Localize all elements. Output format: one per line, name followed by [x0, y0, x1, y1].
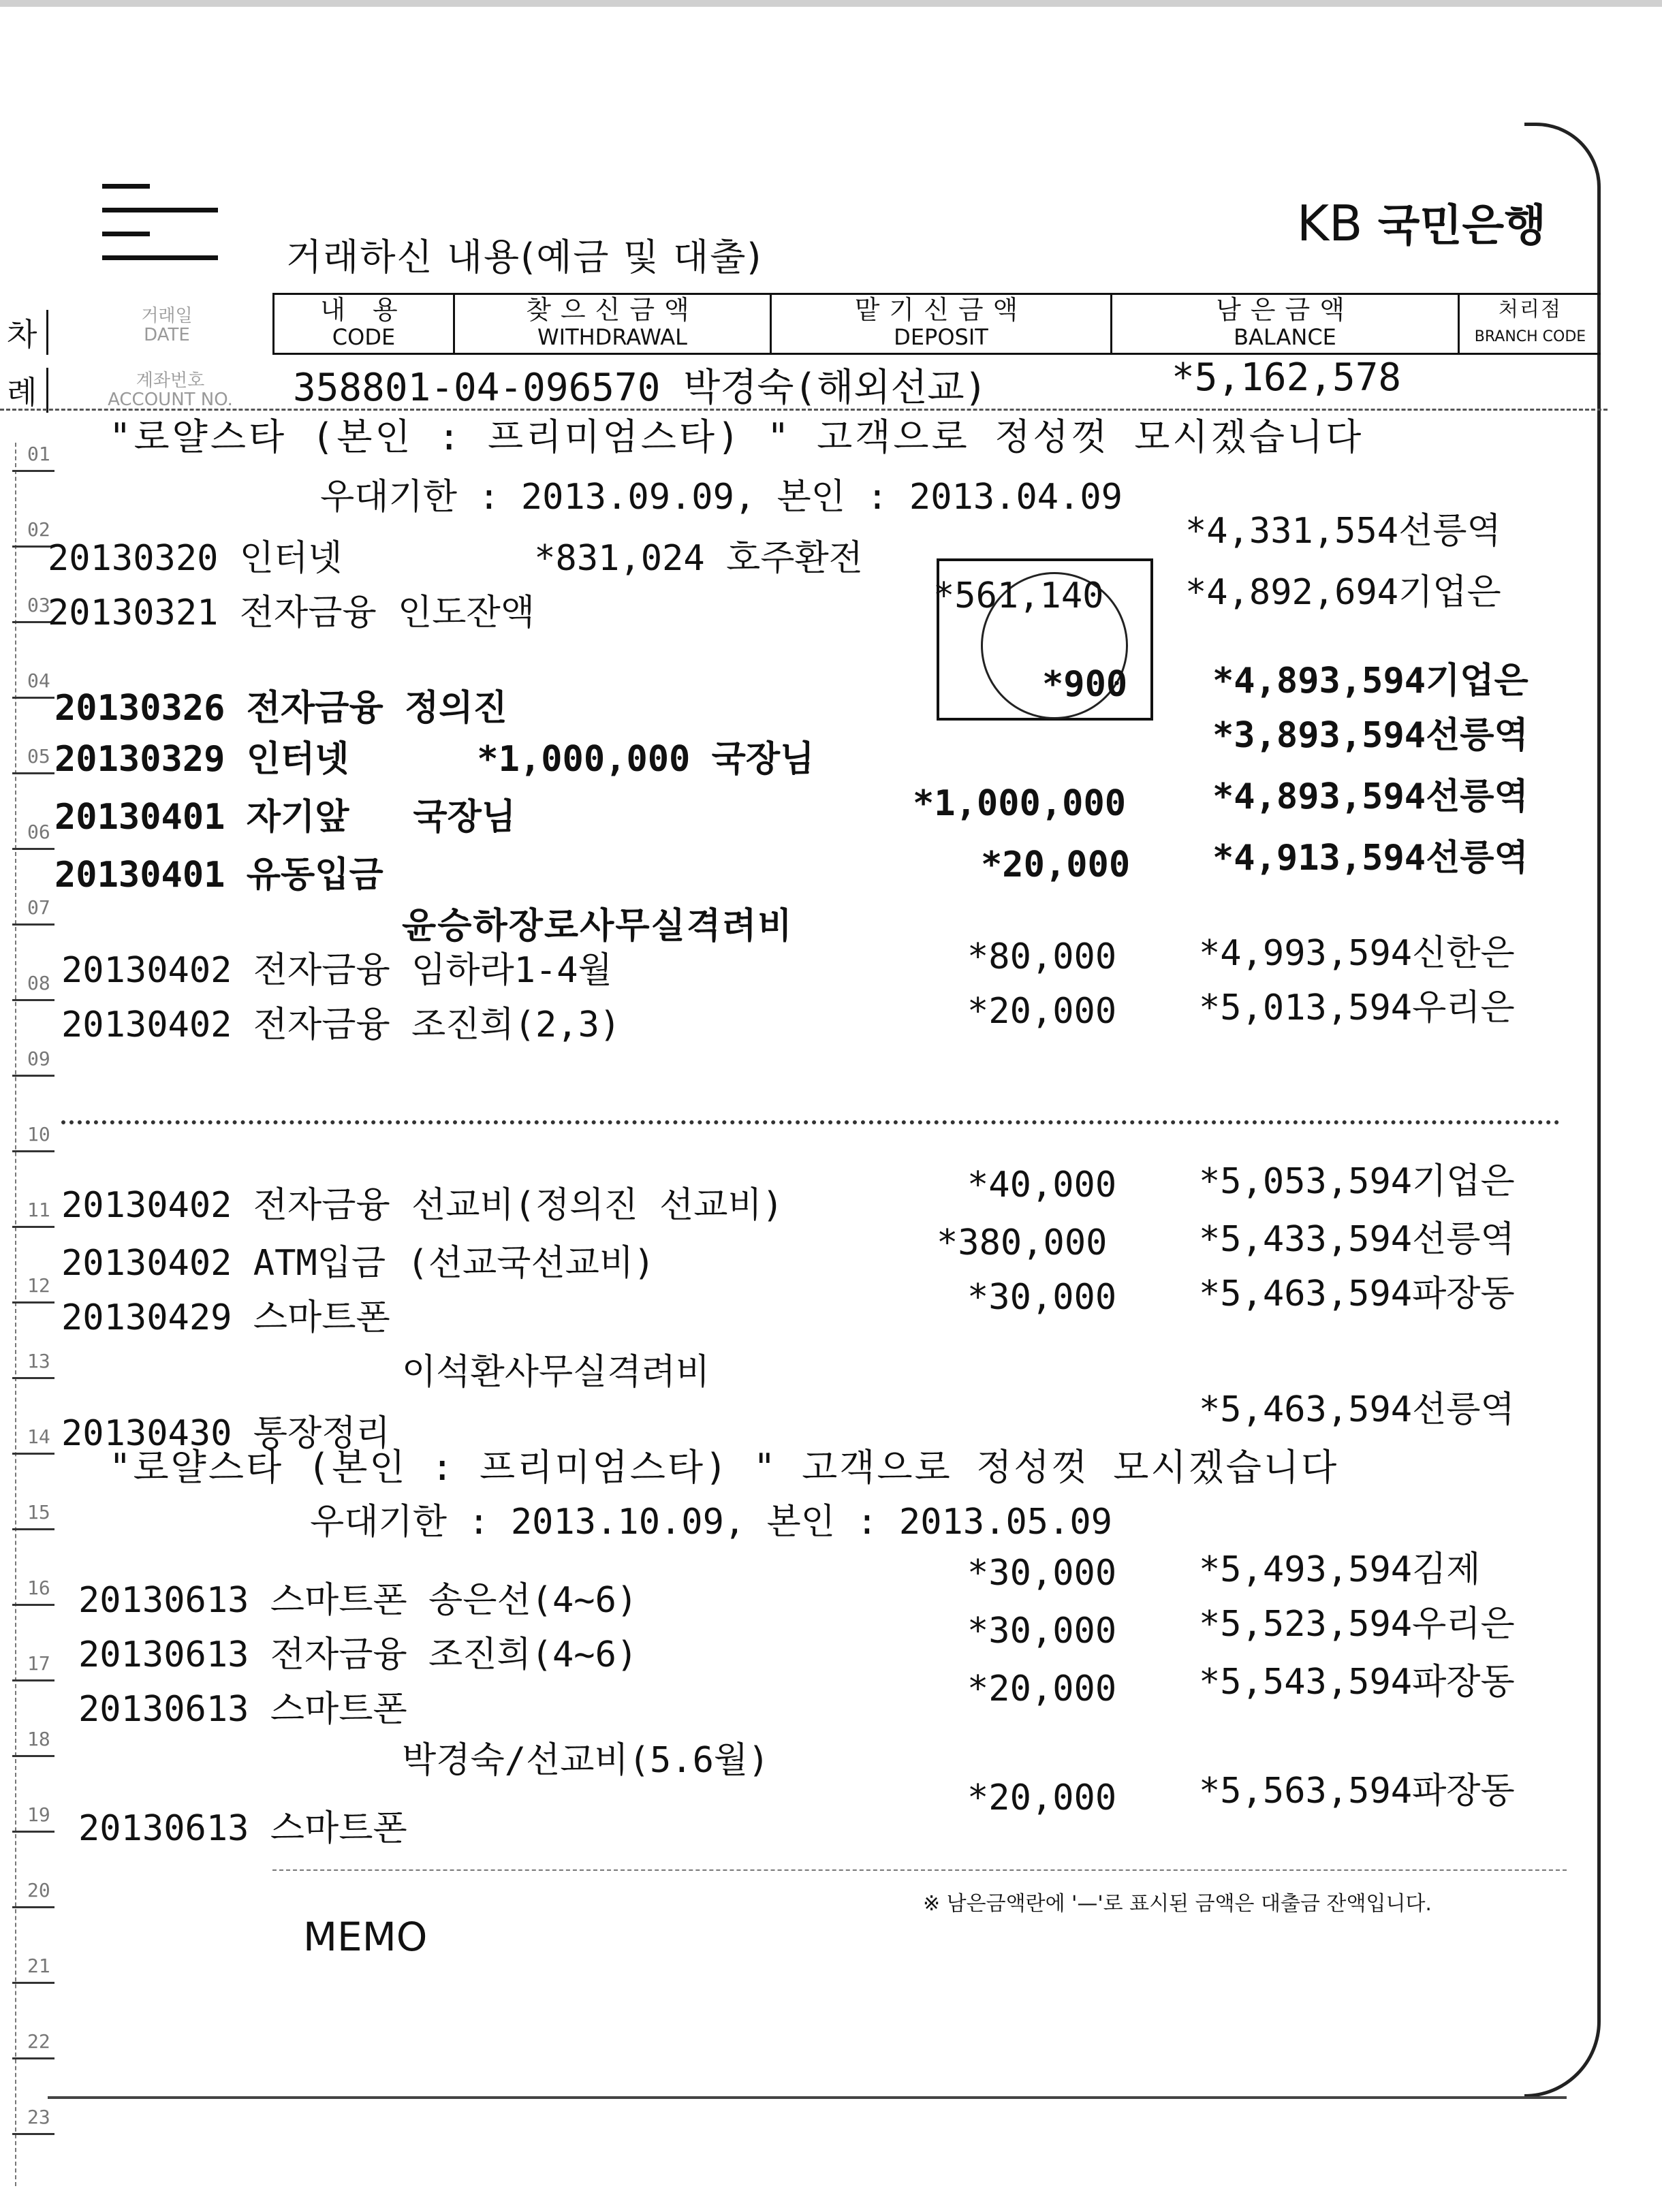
page-border-right [1524, 123, 1601, 2098]
line-number: 11 [27, 1199, 50, 1221]
line-number: 18 [27, 1728, 50, 1750]
account-divider [0, 409, 1608, 411]
txn-deposit: *40,000 [967, 1165, 1117, 1205]
txn-balance: *4,913,594선릉역 [1212, 838, 1528, 879]
txn-balance: *4,893,594기업은 [1212, 661, 1528, 701]
txn-balance: *5,013,594우리은 [1199, 988, 1515, 1028]
col-code: 내 용 CODE [272, 295, 453, 353]
line-tick [12, 1755, 54, 1757]
line-number: 06 [27, 821, 50, 843]
txn-deposit: *30,000 [967, 1611, 1117, 1652]
txn-deposit: *1,000,000 [913, 783, 1127, 824]
side-label-cha: 차 [7, 310, 48, 355]
footer-note: ※ 남은금액란에 '—'로 표시된 금액은 대출금 잔액입니다. [923, 1892, 1432, 1916]
txn-deposit: *20,000 [967, 1778, 1117, 1818]
line-tick [12, 1453, 54, 1455]
line-tick [12, 2133, 54, 2135]
line-tick [12, 2057, 54, 2059]
txn-deposit: *20,000 [967, 1669, 1117, 1709]
txn-deposit: *380,000 [937, 1222, 1108, 1263]
txn-row: 20130430 통장정리 [61, 1413, 390, 1454]
line-tick [12, 1679, 54, 1681]
txn-balance: *5,463,594선릉역 [1199, 1389, 1515, 1430]
line-number: 02 [27, 518, 50, 541]
bank-kb-text: KB [1296, 195, 1363, 252]
txn-balance: *4,993,594신한은 [1199, 933, 1515, 974]
line-tick [12, 772, 54, 774]
document-logo-lines [102, 184, 218, 279]
txn-balance: *3,893,594선릉역 [1212, 715, 1528, 756]
col-branch: 처리점 BRANCH CODE [1458, 295, 1601, 353]
txn-row: 20130320 인터넷 *831,024 호주환전 [48, 538, 863, 579]
line-tick [12, 697, 54, 699]
txn-row: 20130402 전자금융 조진희(2,3) [61, 1005, 621, 1045]
txn-deposit: *80,000 [967, 936, 1117, 977]
txn-row: 20130402 ATM입금 (선교국선교비) [61, 1243, 655, 1284]
line-number: 07 [27, 896, 50, 919]
line-number: 01 [27, 443, 50, 465]
account-label: 계좌번호 ACCOUNT NO. [108, 370, 233, 410]
royal-notice-2: "로얄스타 (본인 : 프리미엄스타) " 고객으로 정성껏 모시겠습니다 [109, 1446, 1339, 1489]
txn-deposit: *561,140 [933, 575, 1104, 616]
period-notice-1: 우대기한 : 2013.09.09, 본인 : 2013.04.09 [320, 477, 1123, 518]
page-border-bottom [48, 2096, 1567, 2099]
txn-deposit: *900 [1042, 664, 1128, 705]
sub-memo: 윤승하장로사무실격려비 [402, 906, 794, 947]
txn-balance: *4,893,594선릉역 [1212, 776, 1528, 817]
margin-line [15, 443, 16, 2186]
line-tick [12, 1831, 54, 1833]
txn-deposit: *20,000 [967, 991, 1117, 1032]
line-tick [12, 1075, 54, 1077]
txn-row: 20130401 유동입금 [54, 855, 383, 896]
account-balance: *5,162,578 [1172, 356, 1402, 400]
line-number: 05 [27, 745, 50, 768]
line-tick [12, 999, 54, 1001]
line-number: 08 [27, 972, 50, 994]
txn-balance: *5,543,594파장동 [1199, 1662, 1515, 1703]
txn-row: 20130613 스마트폰 [78, 1808, 407, 1849]
line-number: 21 [27, 1955, 50, 1977]
page-title: 거래하신 내용(예금 및 대출) [286, 236, 763, 279]
side-label-rye: 례 [7, 368, 48, 413]
date-label: 거래일 DATE [141, 306, 193, 345]
scan-top-edge [0, 0, 1662, 7]
line-number: 13 [27, 1350, 50, 1372]
txn-row: 20130613 스마트폰 [78, 1689, 407, 1730]
line-number: 15 [27, 1501, 50, 1523]
dotted-separator [61, 1120, 1560, 1124]
txn-deposit: *30,000 [967, 1277, 1117, 1318]
line-number: 23 [27, 2106, 50, 2128]
txn-balance: *5,523,594우리은 [1199, 1604, 1515, 1645]
line-tick [12, 1604, 54, 1606]
txn-balance: *4,331,554선릉역 [1185, 511, 1501, 552]
line-number: 03 [27, 594, 50, 616]
line-number: 12 [27, 1274, 50, 1297]
txn-row: 20130321 전자금융 인도잔액 [48, 592, 535, 633]
period-notice-2: 우대기한 : 2013.10.09, 본인 : 2013.05.09 [310, 1502, 1112, 1543]
column-header [272, 293, 1601, 355]
line-tick [12, 1528, 54, 1530]
txn-row: 20130429 스마트폰 [61, 1297, 390, 1338]
line-number: 22 [27, 2030, 50, 2053]
sub-memo: 박경숙/선교비(5.6월) [402, 1740, 770, 1781]
line-number: 10 [27, 1123, 50, 1146]
col-withdrawal: 찾으신금액 WITHDRAWAL [453, 295, 770, 353]
bank-logo [1297, 191, 1546, 253]
line-tick [12, 1377, 54, 1379]
txn-balance: *5,053,594기업은 [1199, 1161, 1515, 1202]
line-tick [12, 470, 54, 472]
txn-row: 20130401 자기앞 국장님 [54, 797, 516, 838]
line-number: 20 [27, 1879, 50, 1901]
line-tick [12, 1150, 54, 1152]
txn-balance: *5,463,594파장동 [1199, 1274, 1515, 1314]
line-tick [12, 848, 54, 850]
col-deposit: 맡기신금액 DEPOSIT [770, 295, 1110, 353]
royal-notice-1: "로얄스타 (본인 : 프리미엄스타) " 고객으로 정성껏 모시겠습니다 [109, 415, 1364, 458]
txn-row: 20130326 전자금융 정의진 [54, 688, 507, 729]
line-number: 09 [27, 1047, 50, 1070]
txn-row: 20130402 전자금융 임하라1-4월 [61, 950, 612, 991]
line-tick [12, 1301, 54, 1304]
line-number: 17 [27, 1652, 50, 1675]
txn-balance: *4,892,694기업은 [1185, 572, 1501, 613]
sub-memo: 이석환사무실격려비 [402, 1352, 710, 1393]
txn-deposit: *30,000 [967, 1553, 1117, 1594]
txn-row: 20130402 전자금융 선교비(정의진 선교비) [61, 1185, 784, 1226]
txn-deposit: *20,000 [981, 844, 1131, 885]
line-tick [12, 1226, 54, 1228]
line-number: 16 [27, 1577, 50, 1599]
memo-divider [272, 1869, 1567, 1871]
txn-balance: *5,563,594파장동 [1199, 1771, 1515, 1812]
line-tick [12, 923, 54, 926]
line-number: 04 [27, 669, 50, 692]
txn-row: 20130329 인터넷 *1,000,000 국장님 [54, 739, 815, 780]
bank-name-text: 국민은행 [1377, 201, 1546, 251]
memo-label: MEMO [303, 1914, 428, 1960]
txn-balance: *5,493,594김제 [1199, 1549, 1481, 1590]
col-balance: 남은금액 BALANCE [1110, 295, 1458, 353]
line-number: 14 [27, 1425, 50, 1448]
line-number: 19 [27, 1803, 50, 1826]
txn-row: 20130613 스마트폰 송은선(4~6) [78, 1580, 638, 1621]
txn-balance: *5,433,594선릉역 [1199, 1219, 1515, 1260]
line-tick [12, 1906, 54, 1908]
line-tick [12, 1982, 54, 1984]
txn-row: 20130613 전자금융 조진희(4~6) [78, 1634, 638, 1675]
account-number-name: 358801-04-096570 박경숙(해외선교) [293, 366, 988, 410]
